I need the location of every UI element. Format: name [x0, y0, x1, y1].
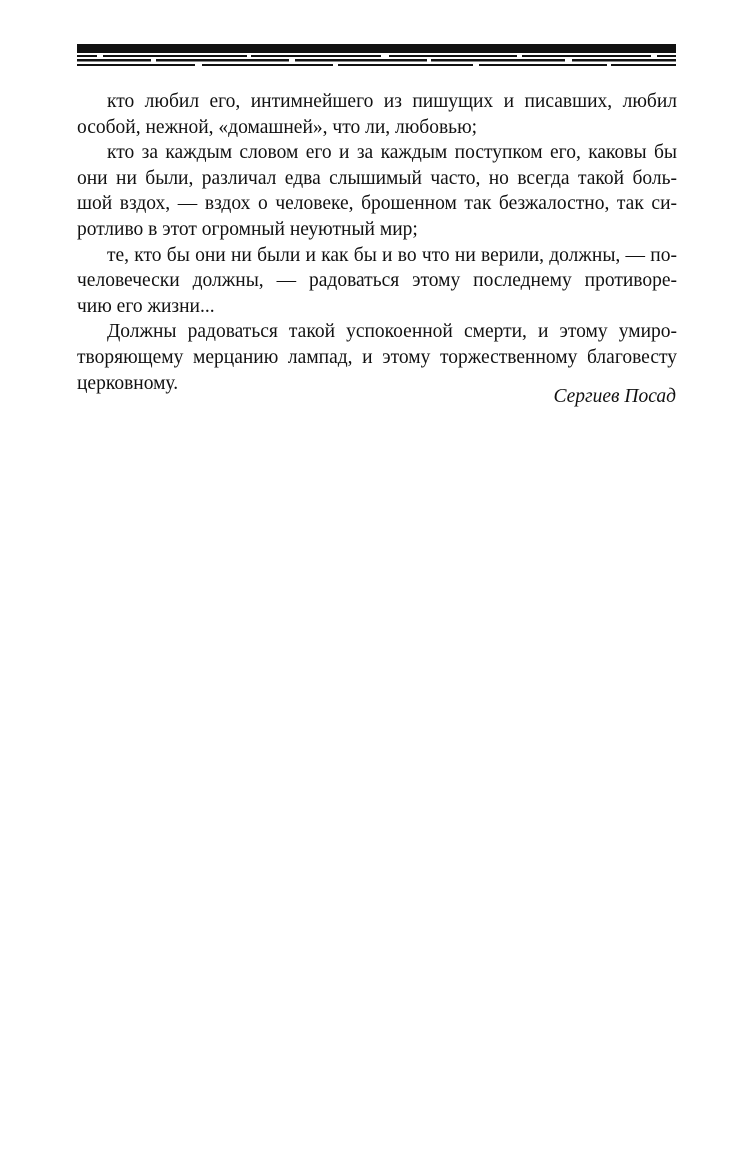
paragraph-2 — [77, 140, 677, 242]
text-line: те, кто бы они ни были и как бы и во что ни верили, должны, — по- — [107, 244, 677, 266]
header-rule-graphic — [77, 44, 676, 68]
text-line: кто любил его, интимнейшего из пишущих и писавших, любил — [107, 91, 677, 112]
text-line: кто за каждым словом его и за каждым поступком его, каковы бы — [107, 142, 677, 164]
text-line: они ни были, различал едва слышимый часто, но всегда такой боль- — [77, 167, 677, 189]
text-line: шой вздох, — вздох о человеке, брошенном так безжалостно, так си- — [77, 193, 677, 215]
text-line: особой, нежной, «домашней», что ли, любовью; — [77, 116, 478, 138]
decorative-header-rule — [77, 44, 676, 68]
paragraph-3 — [77, 243, 677, 320]
paragraph-1 — [77, 89, 677, 140]
text-line: церковному. — [77, 372, 179, 394]
text-line: Должны радоваться такой успокоенной смерти, и этому умиро- — [107, 321, 677, 343]
body-text — [77, 89, 677, 396]
text-line: человечески должны, — радоваться этому последнему противоре- — [77, 270, 677, 292]
text-line: творяющему мерцанию лампад, и этому торжественному благовесту — [77, 346, 677, 368]
text-line: ротливо в этот огромный неуютный мир; — [77, 218, 418, 240]
place-signature: Сергиев Посад — [553, 386, 676, 407]
text-line: чию его жизни... — [77, 295, 215, 317]
